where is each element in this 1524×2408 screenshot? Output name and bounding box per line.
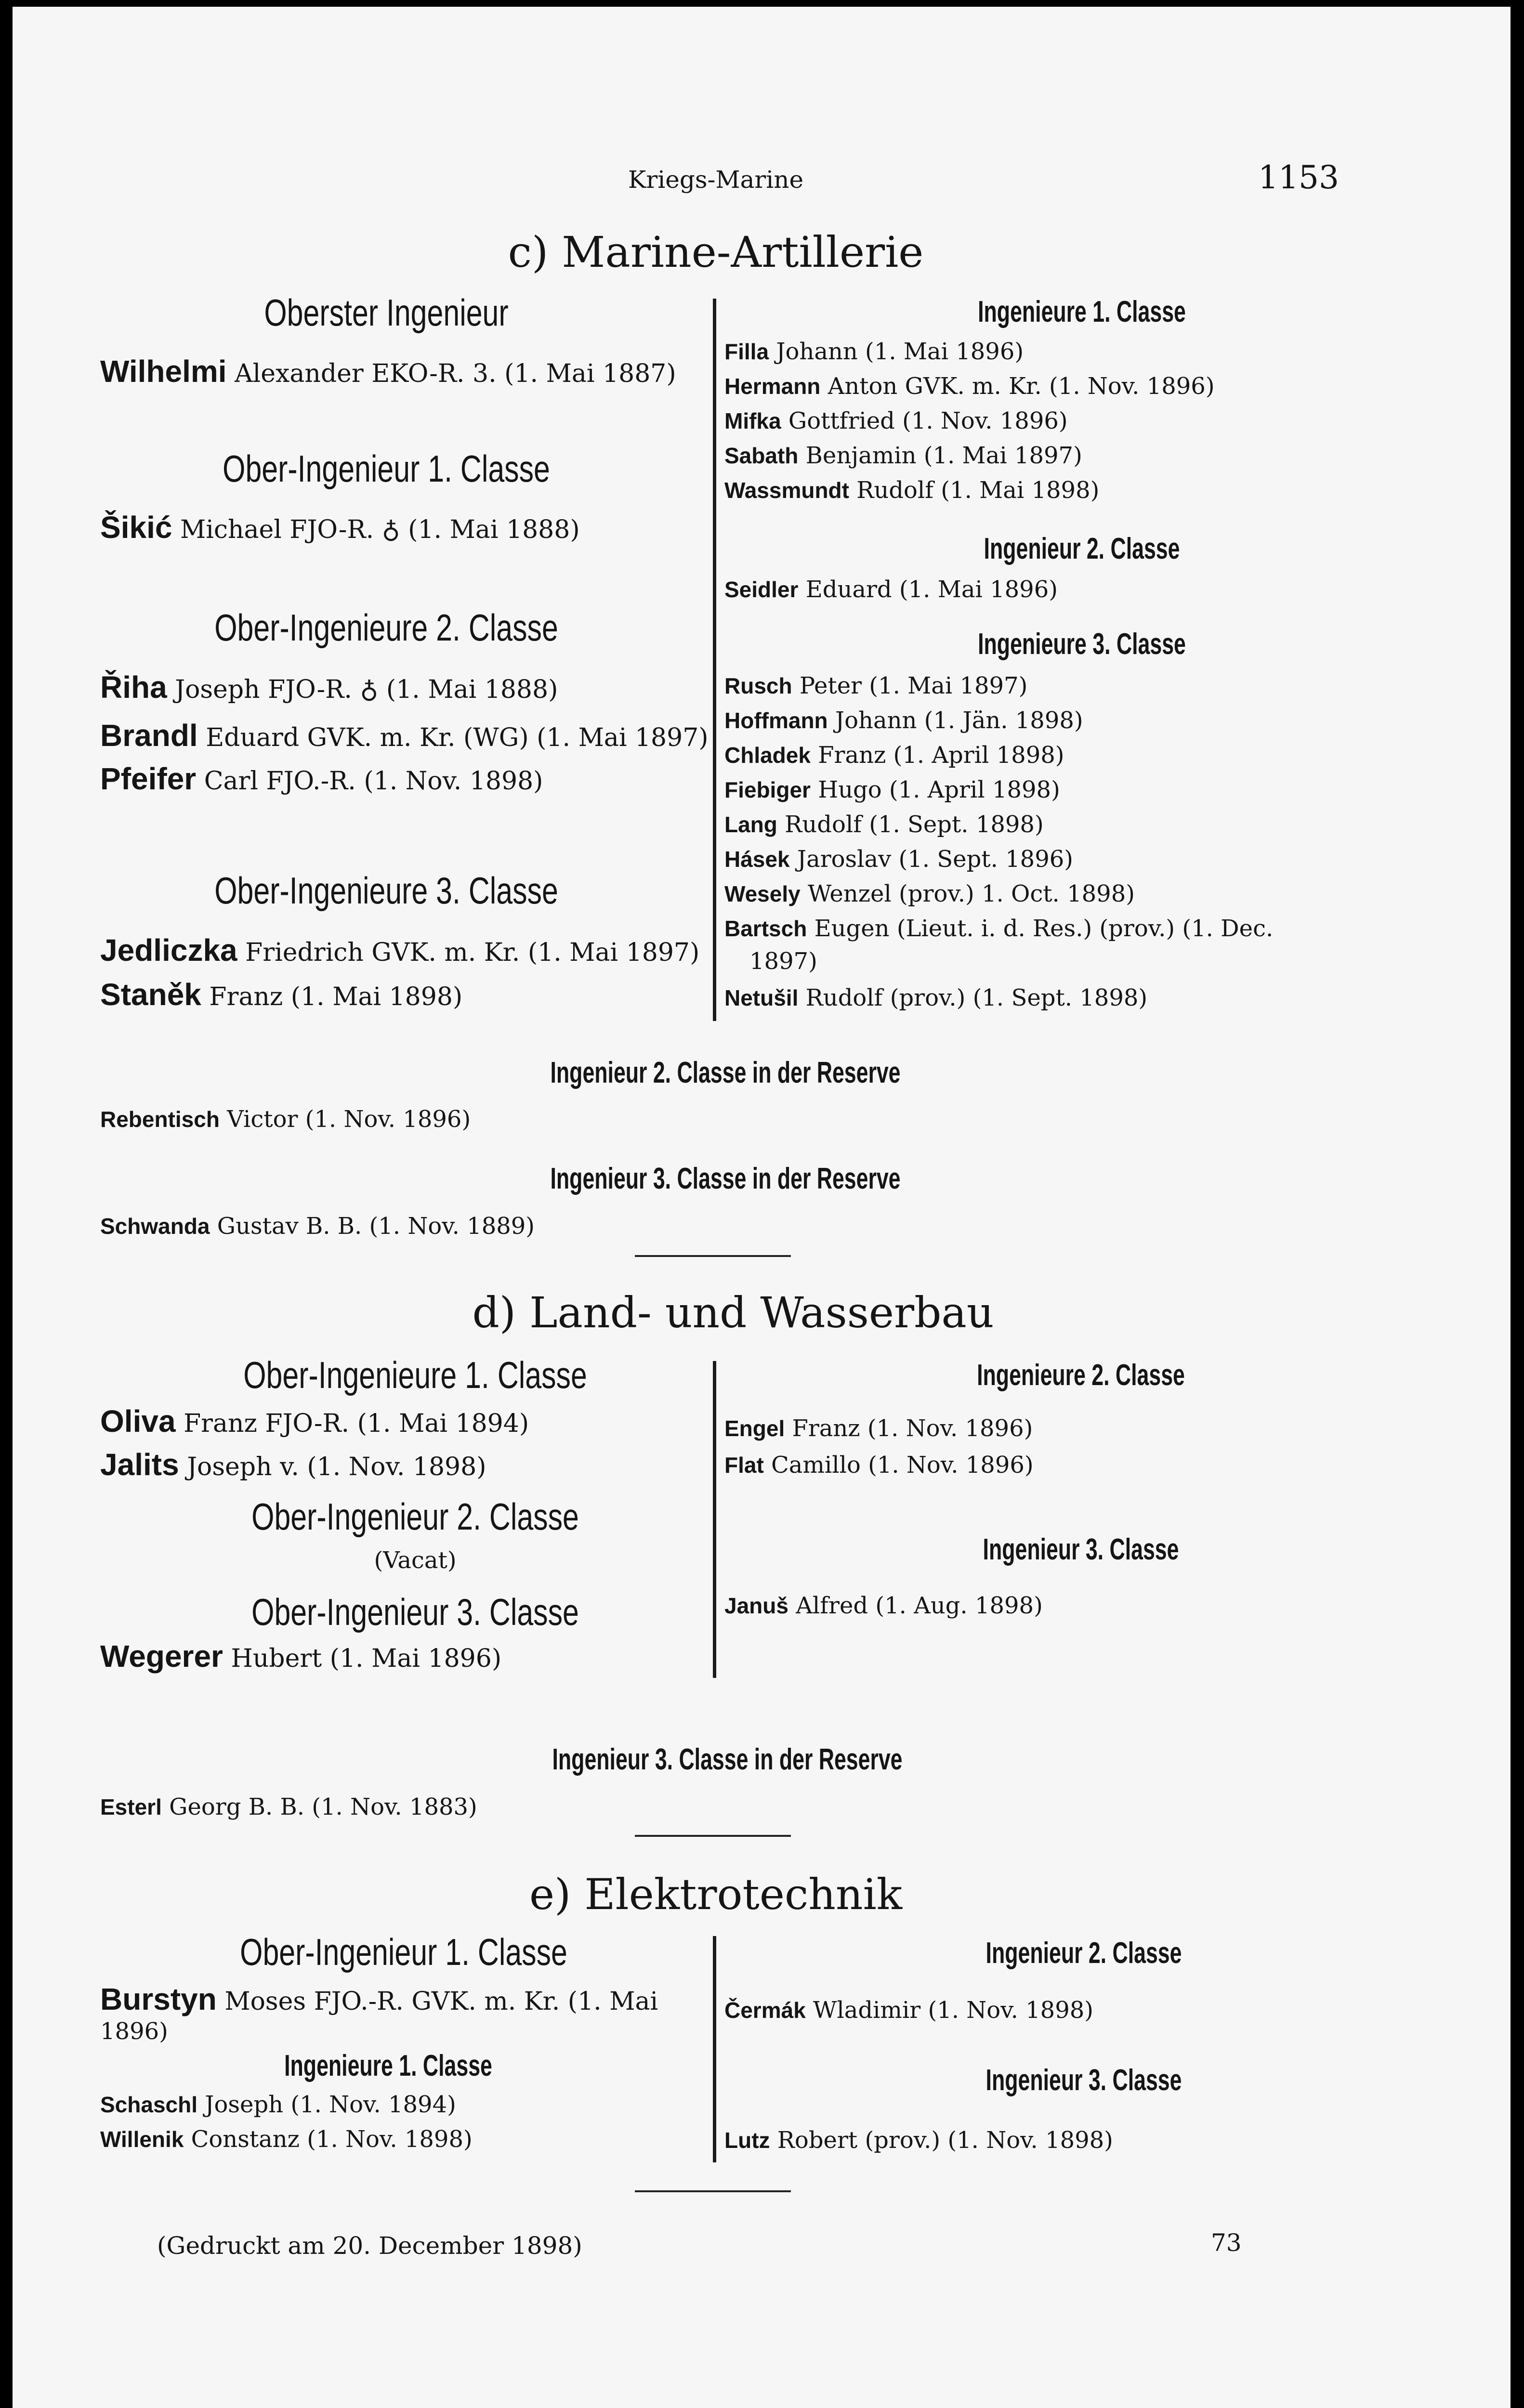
section-c-title: c) Marine-Artillerie	[508, 227, 924, 277]
c-entry-netusil: Netušil Rudolf (prov.) (1. Sept. 1898)	[724, 984, 1148, 1011]
d-left-heading-3: Ober-Ingenieur 3. Classe	[251, 1591, 579, 1633]
c-reserve-heading-2: Ingenieur 3. Classe in der Reserve	[550, 1162, 901, 1195]
c-entry-wassmundt: Wassmundt Rudolf (1. Mai 1898)	[724, 477, 1100, 504]
c-entry-lang: Lang Rudolf (1. Sept. 1898)	[724, 811, 1044, 838]
section-e-column-divider	[713, 1936, 716, 2162]
d-reserve-heading: Ingenieur 3. Classe in der Reserve	[552, 1743, 903, 1776]
c-entry-bartsch: Bartsch Eugen (Lieut. i. d. Res.) (prov.) (1. Dec.	[724, 915, 1274, 942]
separator-rule-1	[635, 1255, 791, 1257]
c-right-heading-3: Ingenieure 3. Classe	[978, 628, 1186, 661]
d-right-heading-1: Ingenieure 2. Classe	[977, 1359, 1185, 1392]
e-entry-willenik: Willenik Constanz (1. Nov. 1898)	[100, 2126, 473, 2153]
d-entry-jalits: Jalits Joseph v. (1. Nov. 1898)	[100, 1447, 486, 1482]
e-right-heading-2: Ingenieur 3. Classe	[985, 2064, 1182, 2097]
section-d-title: d) Land- und Wasserbau	[472, 1288, 994, 1337]
d-entry-oliva: Oliva Franz FJO-R. (1. Mai 1894)	[100, 1404, 529, 1439]
page	[13, 7, 1511, 2408]
c-left-heading-2: Ober-Ingenieur 1. Classe	[223, 447, 550, 490]
section-e-title: e) Elektrotechnik	[529, 1870, 903, 1919]
running-head: Kriegs-Marine	[628, 166, 804, 194]
c-entry-sikic: Šikić Michael FJO-R. ♁ (1. Mai 1888)	[100, 510, 580, 545]
print-date-footer: (Gedruckt am 20. December 1898)	[157, 2232, 582, 2260]
c-entry-hermann: Hermann Anton GVK. m. Kr. (1. Nov. 1896)	[724, 373, 1215, 400]
c-left-heading-3: Ober-Ingenieure 2. Classe	[214, 606, 558, 649]
c-entry-jedliczka: Jedliczka Friedrich GVK. m. Kr. (1. Mai 1897)	[100, 933, 700, 968]
c-right-heading-1: Ingenieure 1. Classe	[978, 295, 1186, 328]
c-entry-mifka: Mifka Gottfried (1. Nov. 1896)	[724, 407, 1068, 434]
c-entry-rusch: Rusch Peter (1. Mai 1897)	[724, 672, 1028, 699]
e-entry-cermak: Čermák Wladimir (1. Nov. 1898)	[724, 1997, 1093, 2024]
section-d-column-divider	[713, 1361, 716, 1678]
separator-rule-2	[635, 1835, 791, 1837]
c-entry-filla: Filla Johann (1. Mai 1896)	[724, 338, 1024, 365]
e-left-heading-1: Ober-Ingenieur 1. Classe	[240, 1931, 567, 1973]
e-entry-schaschl: Schaschl Joseph (1. Nov. 1894)	[100, 2091, 456, 2118]
d-entry-wegerer: Wegerer Hubert (1. Mai 1896)	[100, 1639, 502, 1674]
d-right-heading-2: Ingenieur 3. Classe	[983, 1533, 1179, 1566]
d-left-heading-1: Ober-Ingenieure 1. Classe	[243, 1354, 587, 1396]
e-entry-burstyn-cont: 1896)	[100, 2018, 168, 2045]
c-left-heading-4: Ober-Ingenieure 3. Classe	[214, 869, 558, 912]
c-entry-fiebiger: Fiebiger Hugo (1. April 1898)	[724, 776, 1060, 803]
d-left-heading-2: Ober-Ingenieur 2. Classe	[251, 1495, 579, 1538]
e-right-heading-1: Ingenieur 2. Classe	[985, 1937, 1182, 1970]
c-entry-pfeifer: Pfeifer Carl FJO.-R. (1. Nov. 1898)	[100, 761, 543, 796]
c-entry-wesely: Wesely Wenzel (prov.) 1. Oct. 1898)	[724, 880, 1135, 907]
e-entry-burstyn: Burstyn Moses FJO.-R. GVK. m. Kr. (1. Mai	[100, 1982, 658, 2016]
signature-mark: 73	[1211, 2229, 1242, 2257]
d-entry-engel: Engel Franz (1. Nov. 1896)	[724, 1415, 1033, 1442]
separator-rule-3	[635, 2190, 791, 2192]
d-vacat: (Vacat)	[374, 1547, 457, 1574]
page-number: 1153	[1258, 159, 1339, 196]
c-right-heading-2: Ingenieur 2. Classe	[984, 532, 1180, 565]
d-entry-flat: Flat Camillo (1. Nov. 1896)	[724, 1452, 1034, 1479]
c-entry-rebentisch: Rebentisch Victor (1. Nov. 1896)	[100, 1106, 471, 1133]
d-entry-janus: Januš Alfred (1. Aug. 1898)	[724, 1592, 1043, 1619]
c-left-heading-1: Oberster Ingenieur	[264, 291, 509, 334]
c-entry-wilhelmi: Wilhelmi Alexander EKO-R. 3. (1. Mai 1887)	[100, 354, 676, 389]
e-left-heading-2: Ingenieure 1. Classe	[284, 2049, 492, 2082]
section-c-column-divider	[713, 299, 716, 1021]
c-entry-stanek: Staněk Franz (1. Mai 1898)	[100, 977, 463, 1012]
e-entry-lutz: Lutz Robert (prov.) (1. Nov. 1898)	[724, 2127, 1113, 2154]
c-entry-riha: Řiha Joseph FJO-R. ♁ (1. Mai 1888)	[100, 670, 558, 705]
d-entry-esterl: Esterl Georg B. B. (1. Nov. 1883)	[100, 1793, 477, 1820]
c-entry-chladek: Chladek Franz (1. April 1898)	[724, 742, 1064, 769]
c-entry-hoffmann: Hoffmann Johann (1. Jän. 1898)	[724, 707, 1083, 734]
c-entry-schwanda: Schwanda Gustav B. B. (1. Nov. 1889)	[100, 1213, 535, 1240]
c-entry-bartsch-cont: 1897)	[749, 948, 817, 975]
c-entry-seidler: Seidler Eduard (1. Mai 1896)	[724, 576, 1058, 603]
c-reserve-heading-1: Ingenieur 2. Classe in der Reserve	[550, 1056, 901, 1089]
c-entry-sabath: Sabath Benjamin (1. Mai 1897)	[724, 442, 1082, 469]
c-entry-hasek: Hásek Jaroslav (1. Sept. 1896)	[724, 846, 1073, 873]
c-entry-brandl: Brandl Eduard GVK. m. Kr. (WG) (1. Mai 1897)	[100, 718, 709, 753]
